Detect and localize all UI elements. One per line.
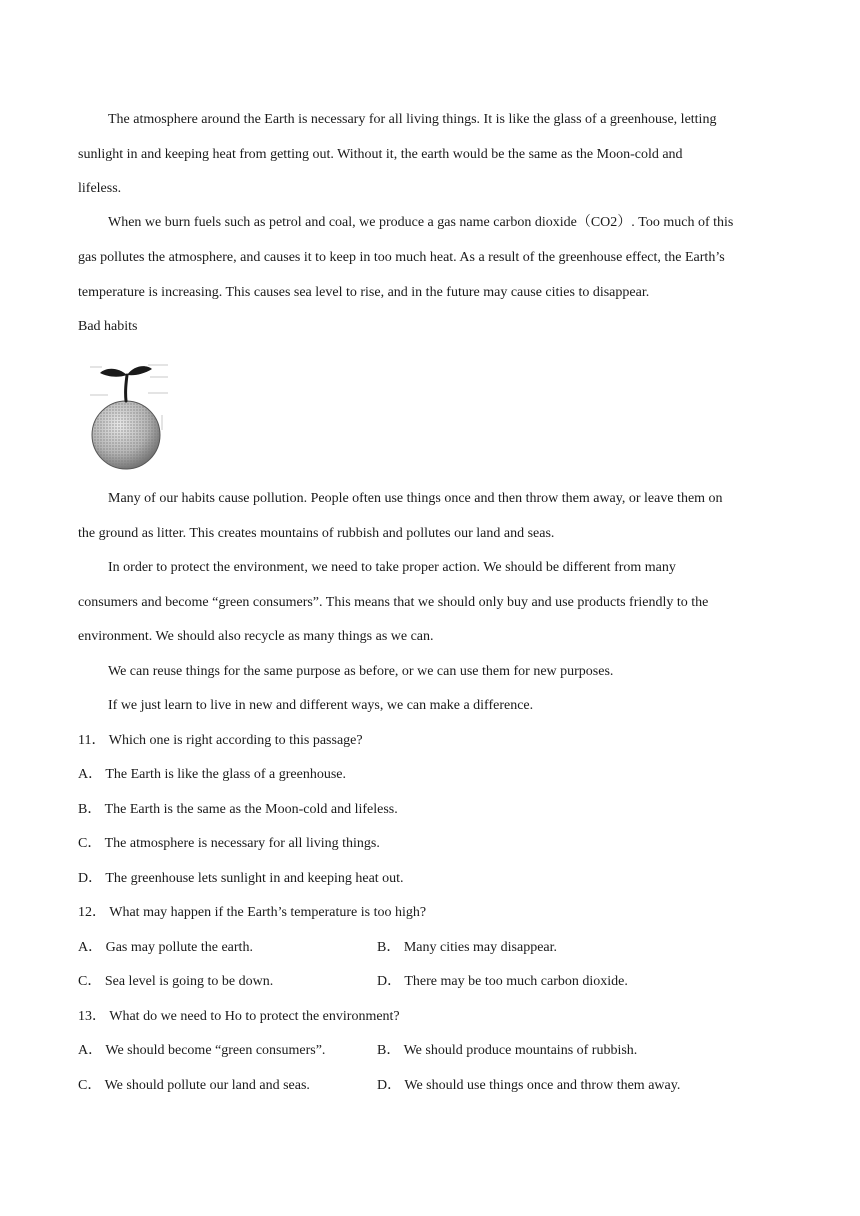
para3-line2: the ground as litter. This creates mountains of rubbish and pollutes our land and seas. <box>78 526 555 541</box>
para1-line2: sunlight in and keeping heat from getting out. Without it, the earth would be the same as the Moon-cold and <box>78 147 683 162</box>
para2-line3: temperature is increasing. This causes sea level to rise, and in the future may cause cities to disappear. <box>78 285 650 300</box>
para4-line2: consumers and become “green consumers”. This means that we should only buy and use products friendly to the <box>78 595 709 610</box>
para1-line3: lifeless. <box>78 181 122 196</box>
question-13-option-b[interactable]: B． We should produce mountains of rubbish. <box>377 1043 638 1058</box>
question-12-option-a[interactable]: A． Gas may pollute the earth. <box>78 940 253 955</box>
para3-line1: Many of our habits cause pollution. People often use things once and then throw them away, or leave them on <box>108 491 723 506</box>
para4-line3: environment. We should also recycle as many things as we can. <box>78 629 434 644</box>
question-12-option-c[interactable]: C． Sea level is going to be down. <box>78 974 274 989</box>
para5: We can reuse things for the same purpose as before, or we can use them for new purposes. <box>108 664 614 679</box>
question-13-option-d[interactable]: D． We should use things once and throw them away. <box>377 1078 681 1093</box>
question-13-option-a[interactable]: A． We should become “green consumers”. <box>78 1043 326 1058</box>
para2-line1: When we burn fuels such as petrol and coal, we produce a gas name carbon dioxide（CO2）. Too much of this <box>108 215 734 230</box>
question-13-option-c[interactable]: C． We should pollute our land and seas. <box>78 1078 310 1093</box>
question-12-option-b[interactable]: B． Many cities may disappear. <box>377 940 558 955</box>
question-13-stem: 13． What do we need to Ho to protect the environment? <box>78 1009 400 1024</box>
para2-line2: gas pollutes the atmosphere, and causes it to keep in too much heat. As a result of the greenhouse effect, the Earth’s <box>78 250 725 265</box>
para4-line1: In order to protect the environment, we need to take proper action. We should be different from many <box>108 560 676 575</box>
question-11-option-b[interactable]: B． The Earth is the same as the Moon-cold and lifeless. <box>78 802 398 817</box>
question-11-option-a[interactable]: A． The Earth is like the glass of a greenhouse. <box>78 767 347 782</box>
subheading-bad-habits: Bad habits <box>78 319 138 334</box>
question-11-stem: 11． Which one is right according to this passage? <box>78 733 363 748</box>
para6: If we just learn to live in new and different ways, we can make a difference. <box>108 698 534 713</box>
seedling-on-globe-icon <box>88 355 170 473</box>
question-12-option-d[interactable]: D． There may be too much carbon dioxide. <box>377 974 628 989</box>
question-12-stem: 12． What may happen if the Earth’s temperature is too high? <box>78 905 427 920</box>
question-11-option-c[interactable]: C． The atmosphere is necessary for all living things. <box>78 836 380 851</box>
question-11-option-d[interactable]: D． The greenhouse lets sunlight in and keeping heat out. <box>78 871 404 886</box>
para1-line1: The atmosphere around the Earth is necessary for all living things. It is like the glass of a greenhouse, letting <box>108 112 717 127</box>
